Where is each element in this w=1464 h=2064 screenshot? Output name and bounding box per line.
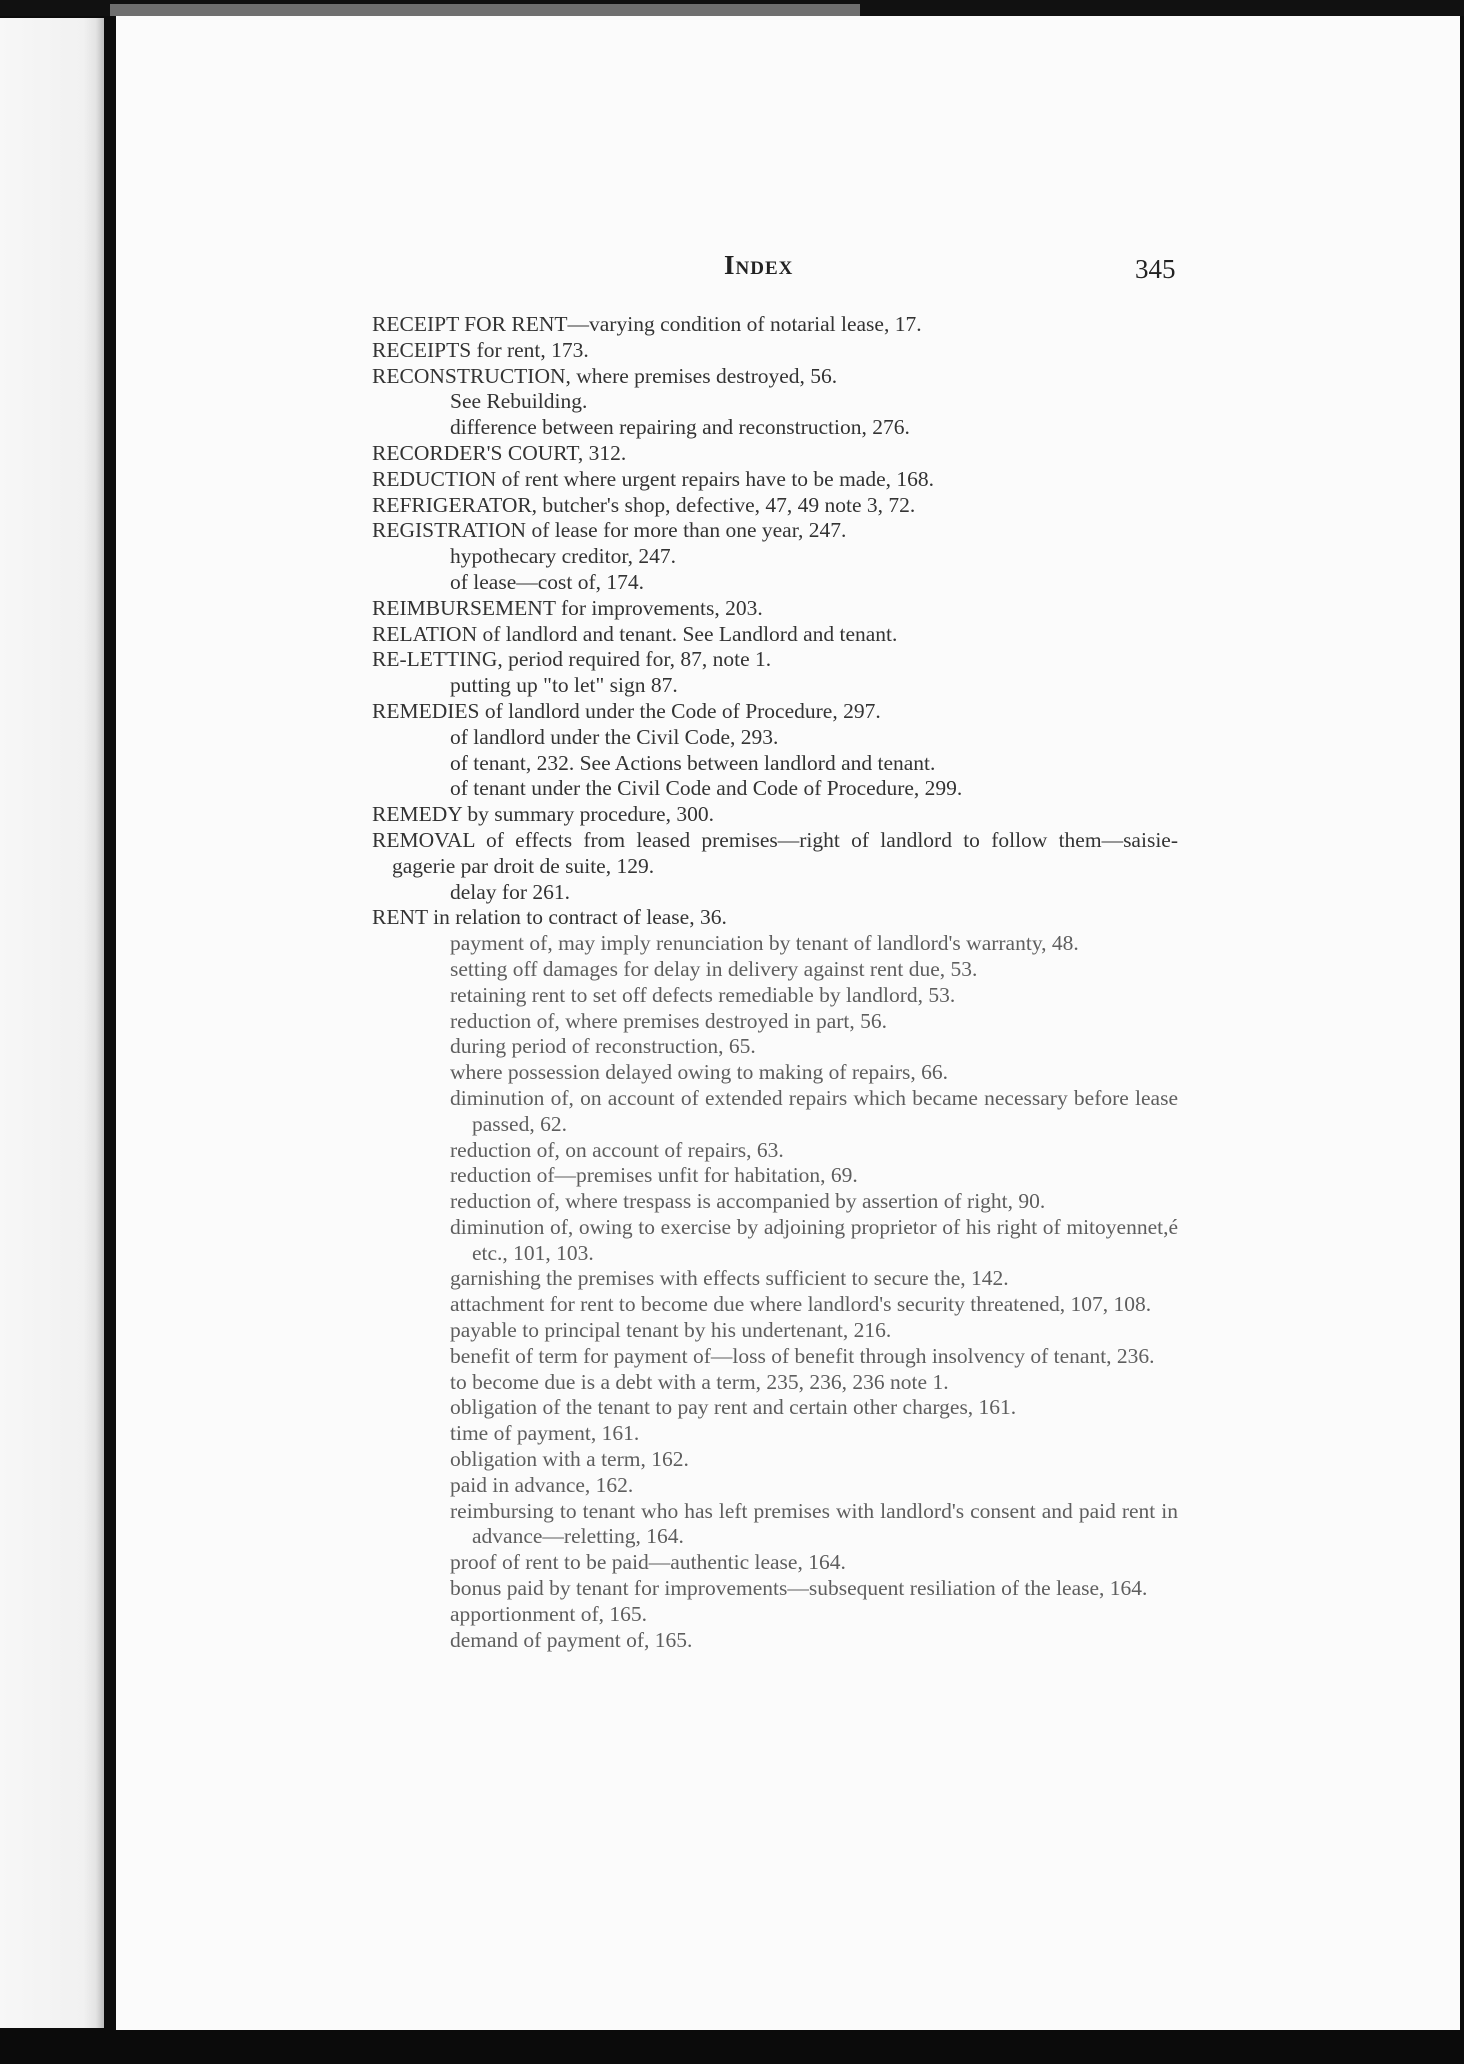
index-heading-entry: REDUCTION of rent where urgent repairs have to be made, 168.	[372, 466, 935, 491]
index-heading-entry: REGISTRATION of lease for more than one year, 247.	[372, 518, 847, 543]
index-heading-entry: REMEDY by summary procedure, 300.	[372, 802, 714, 827]
index-subentry: setting off damages for delay in delivery against rent due, 53.	[450, 956, 978, 981]
scan-bottom-border	[0, 2030, 1464, 2064]
index-subentry: proof of rent to be paid—authentic lease, 164.	[450, 1550, 846, 1575]
index-subentry: putting up "to let" sign 87.	[450, 673, 678, 698]
index-entries	[372, 312, 1178, 1653]
index-subentry: delay for 261.	[450, 879, 571, 904]
index-subentry: attachment for rent to become due where landlord's security threatened, 107, 108.	[450, 1292, 1152, 1317]
index-subentry: reduction of, on account of repairs, 63.	[450, 1137, 784, 1162]
index-subentry: payable to principal tenant by his undertenant, 216.	[450, 1318, 892, 1343]
index-subentry: of lease—cost of, 174.	[450, 569, 645, 594]
index-subentry: difference between repairing and reconstruction, 276.	[450, 415, 910, 440]
index-subentry: paid in advance, 162.	[450, 1472, 634, 1497]
index-subentry: demand of payment of, 165.	[450, 1627, 693, 1652]
index-subentry: time of payment, 161.	[450, 1421, 640, 1446]
index-subentry: to become due is a debt with a term, 235, 236, 236 note 1.	[450, 1369, 949, 1394]
index-heading-entry: RECEIPTS for rent, 173.	[372, 337, 589, 362]
index-heading-entry: RE-LETTING, period required for, 87, note 1.	[372, 647, 772, 672]
index-heading-entry: RECORDER'S COURT, 312.	[372, 440, 627, 465]
index-subentry: of tenant, 232. See Actions between landlord and tenant.	[450, 750, 936, 775]
running-header: Index	[724, 250, 794, 280]
index-subentry: during period of reconstruction, 65.	[450, 1034, 756, 1059]
index-heading-entry: RELATION of landlord and tenant. See Landlord and tenant.	[372, 621, 898, 646]
index-subentry: garnishing the premises with effects sufficient to secure the, 142.	[450, 1266, 1009, 1291]
index-subentry: obligation with a term, 162.	[450, 1447, 689, 1472]
index-subentry: reduction of, where trespass is accompanied by assertion of right, 90.	[450, 1189, 1046, 1214]
index-subentry: bonus paid by tenant for improvements—subsequent resiliation of the lease, 164.	[450, 1576, 1148, 1601]
index-subentry: benefit of term for payment of—loss of benefit through insolvency of tenant, 236.	[450, 1343, 1155, 1368]
index-subentry: reduction of—premises unfit for habitation, 69.	[450, 1163, 858, 1188]
index-subentry: reduction of, where premises destroyed in part, 56.	[450, 1008, 888, 1033]
index-subentry: hypothecary creditor, 247.	[450, 544, 677, 569]
index-subentry: of tenant under the Civil Code and Code of Procedure, 299.	[450, 776, 963, 801]
index-subentry: See Rebuilding.	[450, 389, 588, 414]
index-subentry: payment of, may imply renunciation by tenant of landlord's warranty, 48.	[450, 931, 1079, 956]
index-subentry: diminution of, on account of extended repairs which became necessary before lease passed, 62.	[450, 1085, 1178, 1136]
index-subentry: obligation of the tenant to pay rent and certain other charges, 161.	[450, 1395, 1017, 1420]
page-number: 345	[1135, 254, 1176, 284]
index-heading-entry: REMOVAL of effects from leased premises—right of landlord to follow them—saisie-gagerie par droit de suite, 129.	[372, 827, 1178, 878]
index-subentry: reimbursing to tenant who has left premises with landlord's consent and paid rent in advance—reletting, 164.	[450, 1498, 1178, 1549]
index-subentry: retaining rent to set off defects remediable by landlord, 53.	[450, 982, 956, 1007]
index-subentry: of landlord under the Civil Code, 293.	[450, 724, 779, 749]
book-gutter	[104, 16, 116, 2032]
index-heading-entry: RENT in relation to contract of lease, 36.	[372, 905, 727, 930]
index-heading-entry: RECEIPT FOR RENT—varying condition of notarial lease, 17.	[372, 312, 922, 336]
index-heading-entry: REFRIGERATOR, butcher's shop, defective, 47, 49 note 3, 72.	[372, 492, 916, 517]
index-heading-entry: REIMBURSEMENT for improvements, 203.	[372, 595, 763, 620]
index-subentry: diminution of, owing to exercise by adjoining proprietor of his right of mitoyennet,é etc., 101, 103.	[450, 1214, 1178, 1265]
index-subentry: apportionment of, 165.	[450, 1601, 648, 1626]
index-heading-entry: RECONSTRUCTION, where premises destroyed, 56.	[372, 363, 838, 388]
index-subentry: where possession delayed owing to making of repairs, 66.	[450, 1060, 948, 1085]
index-heading-entry: REMEDIES of landlord under the Code of Procedure, 297.	[372, 698, 881, 723]
facing-page-edge	[0, 18, 104, 2028]
